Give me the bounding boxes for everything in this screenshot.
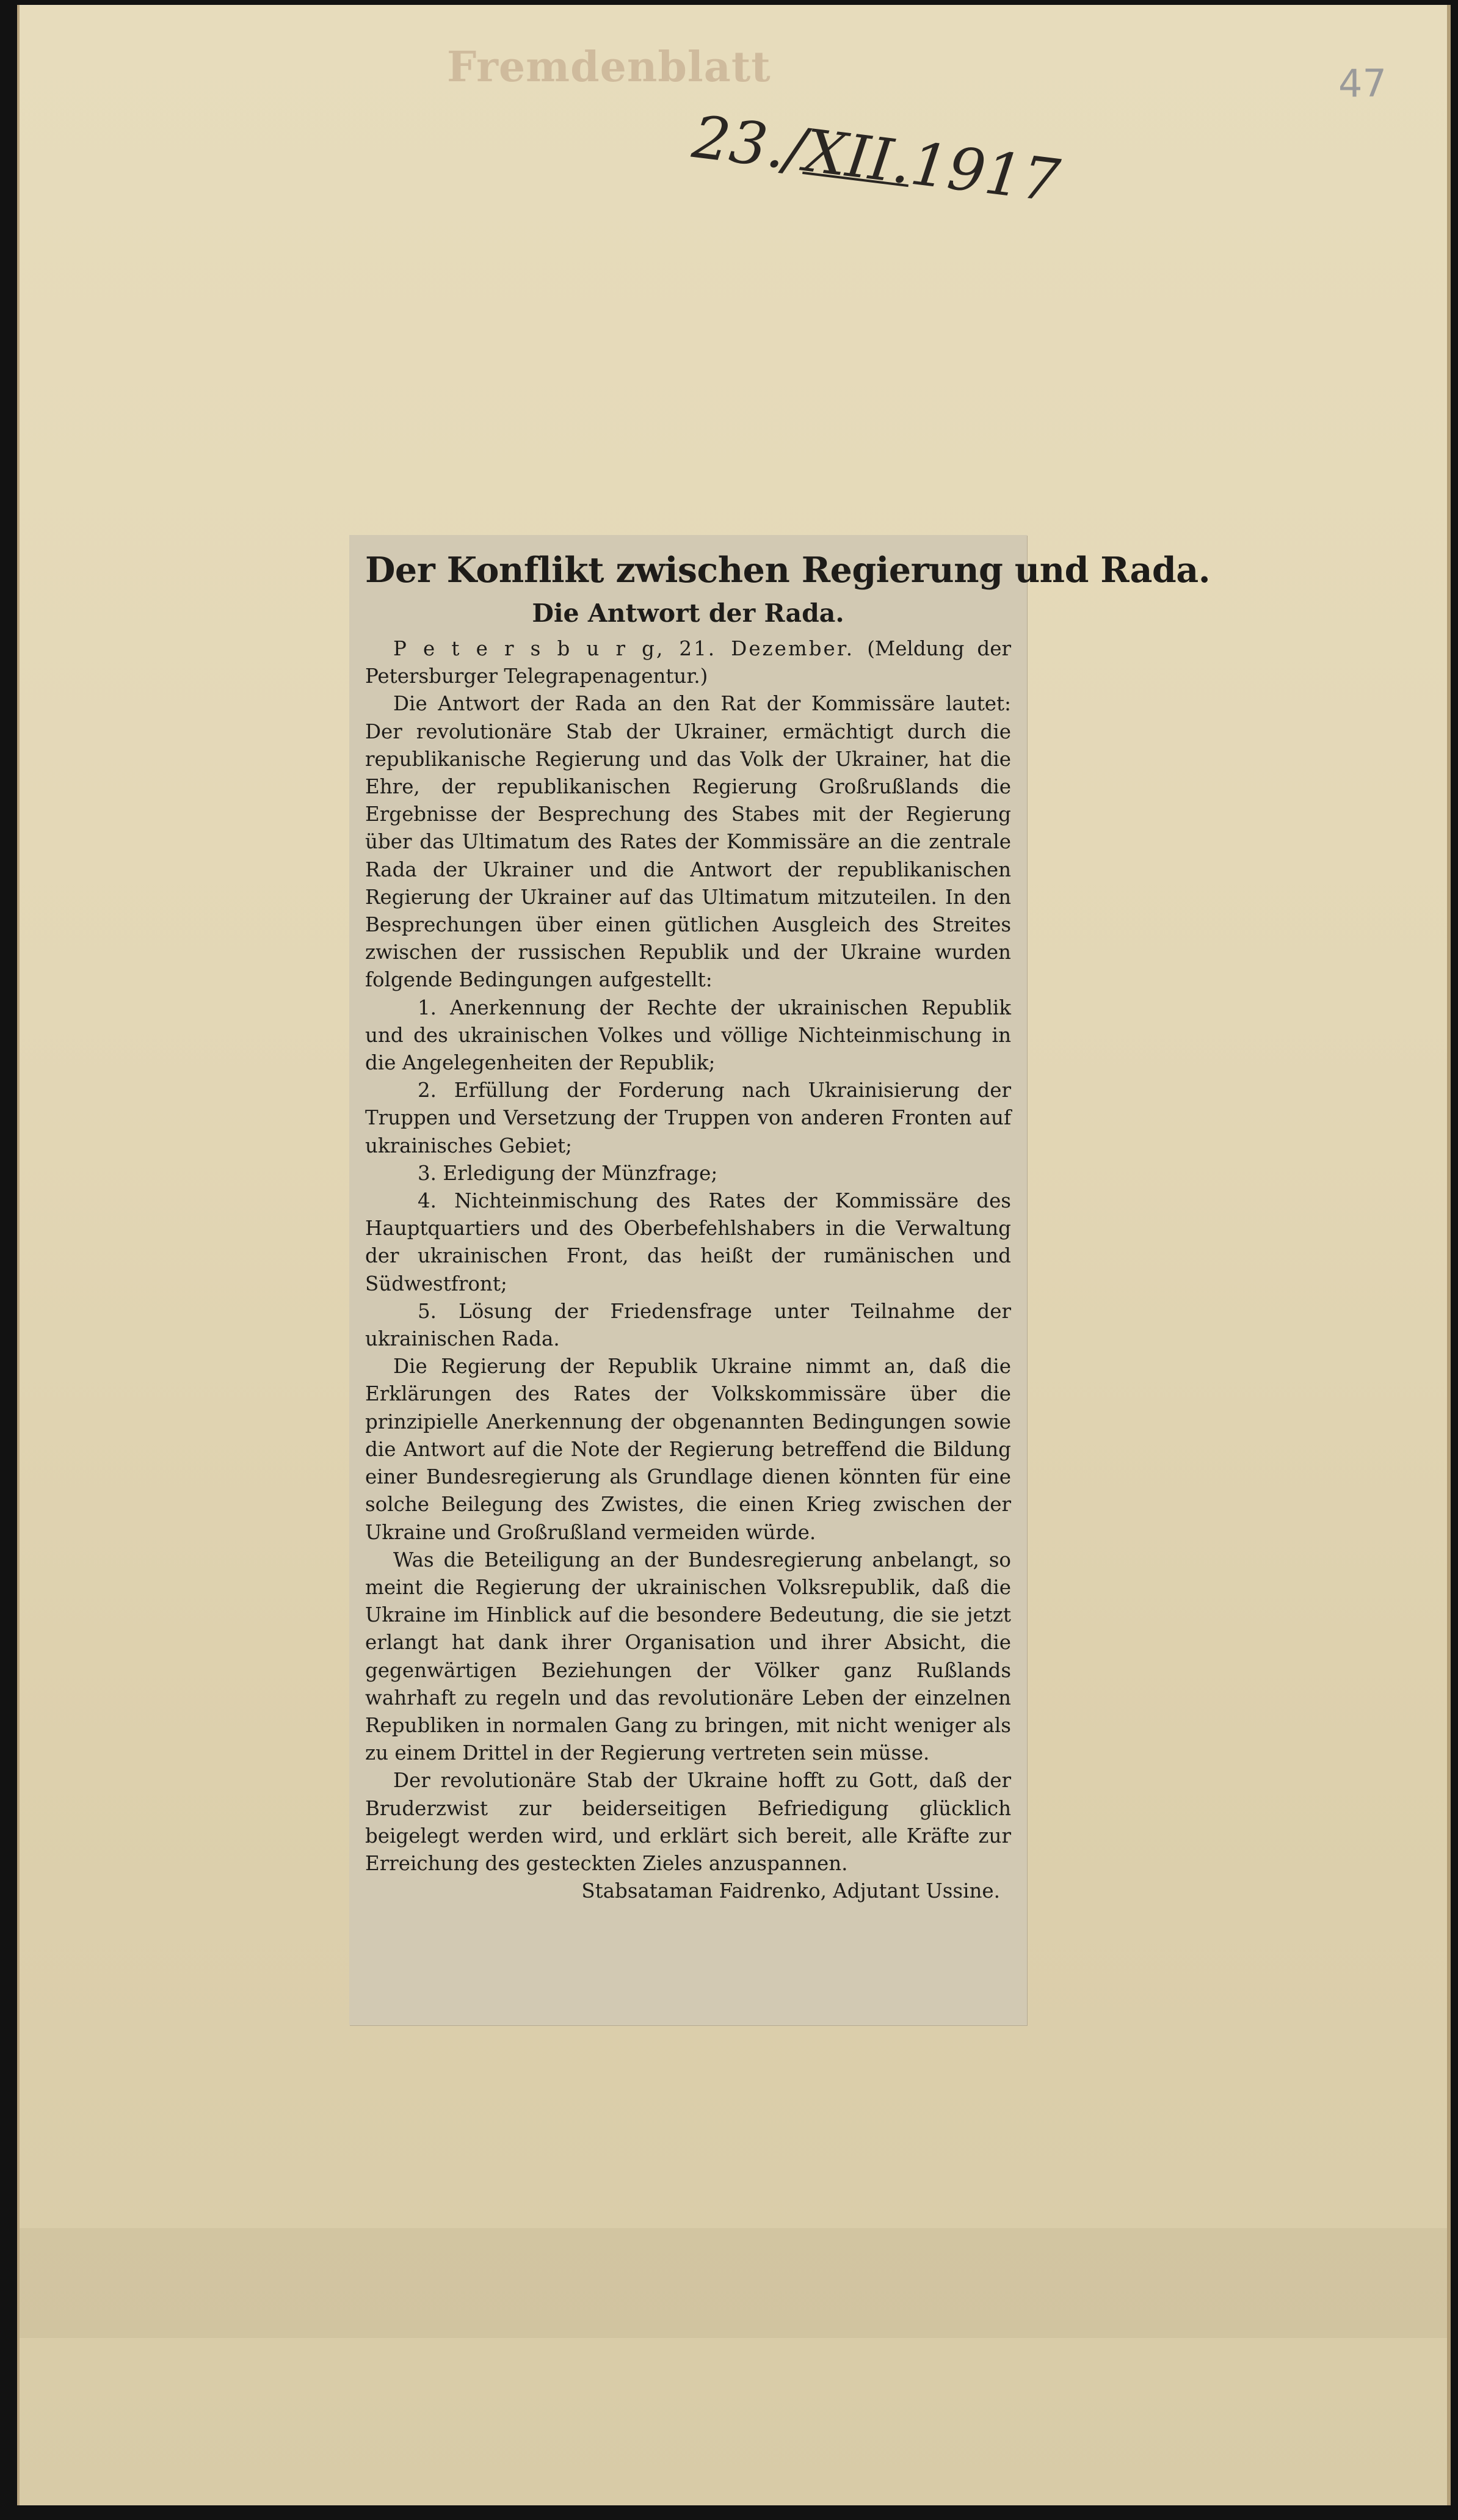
- dateline-paragraph: [365, 635, 1011, 690]
- date-month: XII.: [800, 116, 916, 198]
- date-year: 1917: [907, 129, 1064, 216]
- article-paragraph: Die Antwort der Rada an den Rat der Kommissäre lautet: Der revolutionäre Stab der Ukrainer, ermächtigt durch die republikanische Regierung und das Volk der Ukrainer, hat die Ehre, der republikanischen Regierung Großrußlands die Ergebnisse der Besprechung des Stabes mit der Regierung über das Ultimatum des Rates der Kommissäre an die zentrale Rada der Ukrainer und die Antwort der republikanischen Regierung der Ukrainer auf das Ultimatum mitzuteilen. In den Besprechungen über einen gütlichen Ausgleich des Streites zwischen der russischen Republik und der Ukraine wurden folgende Bedingungen aufgestellt:: [365, 692, 1011, 992]
- article-subheadline: Die Antwort der Rada.: [532, 599, 844, 628]
- condition-item: 3. Erledigung der Münzfrage;: [418, 1161, 718, 1185]
- article-source-note: (Meldung der Petersburger Telegrapenagentur.): [365, 637, 1012, 688]
- condition-item: 4. Nichteinmischung des Rates der Kommissäre des Hauptquartiers und des Oberbefehlshabers in die Verwaltung der ukrainischen Front, das heißt der rumänischen und Südwestfront;: [365, 1189, 1011, 1295]
- article-paragraph: Die Regierung der Republik Ukraine nimmt an, daß die Erklärungen des Rates der Volkskommissäre über die prinzipielle Anerkennung der obgenannten Bedingungen sowie die Antwort auf die Note der Regierung betreffend die Bildung einer Bundesregierung als Grundlage dienen könnten für eine solche Beilegung des Zwistes, die einen Krieg zwischen der Ukraine und Großrußland vermeiden würde.: [365, 1355, 1011, 1544]
- condition-item: 2. Erfüllung der Forderung nach Ukrainisierung der Truppen und Versetzung der Truppen von anderen Fronten auf ukrainisches Gebiet;: [365, 1079, 1011, 1157]
- article-signature: Stabsataman Faidrenko, Adjutant Ussine.: [581, 1879, 1000, 1903]
- article-headline: Der Konflikt zwischen Regierung und Rada.: [365, 550, 1211, 591]
- archive-page: [17, 5, 1451, 2505]
- page-number: 47: [1338, 61, 1387, 106]
- condition-item: 1. Anerkennung der Rechte der ukrainischen Republik und des ukrainischen Volkes und völlige Nichteinmischung in die Angelegenheiten der Republik;: [365, 996, 1011, 1075]
- article-paragraph: Der revolutionäre Stab der Ukraine hofft zu Gott, daß der Bruderzwist zur beiderseitigen Befriedigung glücklich beigelegt werden wird, und erklärt sich bereit, alle Kräfte zur Erreichung des gesteckten Zieles anzuspannen.: [365, 1769, 1011, 1875]
- handwritten-date: 23./XII.1917: [689, 103, 1064, 216]
- date-day: 23.: [689, 103, 790, 182]
- newspaper-clipping: [349, 535, 1211, 2025]
- article-paragraph: Was die Beteiligung an der Bundesregierung anbelangt, so meint die Regierung der ukrainischen Volksrepublik, daß die Ukraine im Hinblick auf die besondere Bedeutung, die sie jetzt erlangt hat dank ihrer Organisation und ihrer Absicht, die gegenwärtigen Beziehungen der Völker ganz Rußlands wahrhaft zu regeln und das revolutionäre Leben der einzelnen Republiken in normalen Gang zu bringen, mit nicht weniger als zu einem Drittel in der Regierung vertreten sein müsse.: [365, 1548, 1011, 1765]
- condition-item: 5. Lösung der Friedensfrage unter Teilnahme der ukrainischen Rada.: [365, 1299, 1011, 1351]
- archive-stamp: Fremdenblatt: [447, 43, 771, 92]
- article-body: [365, 635, 1011, 1905]
- article-dateline: P e t e r s b u r g, 21. Dezember.: [393, 637, 855, 660]
